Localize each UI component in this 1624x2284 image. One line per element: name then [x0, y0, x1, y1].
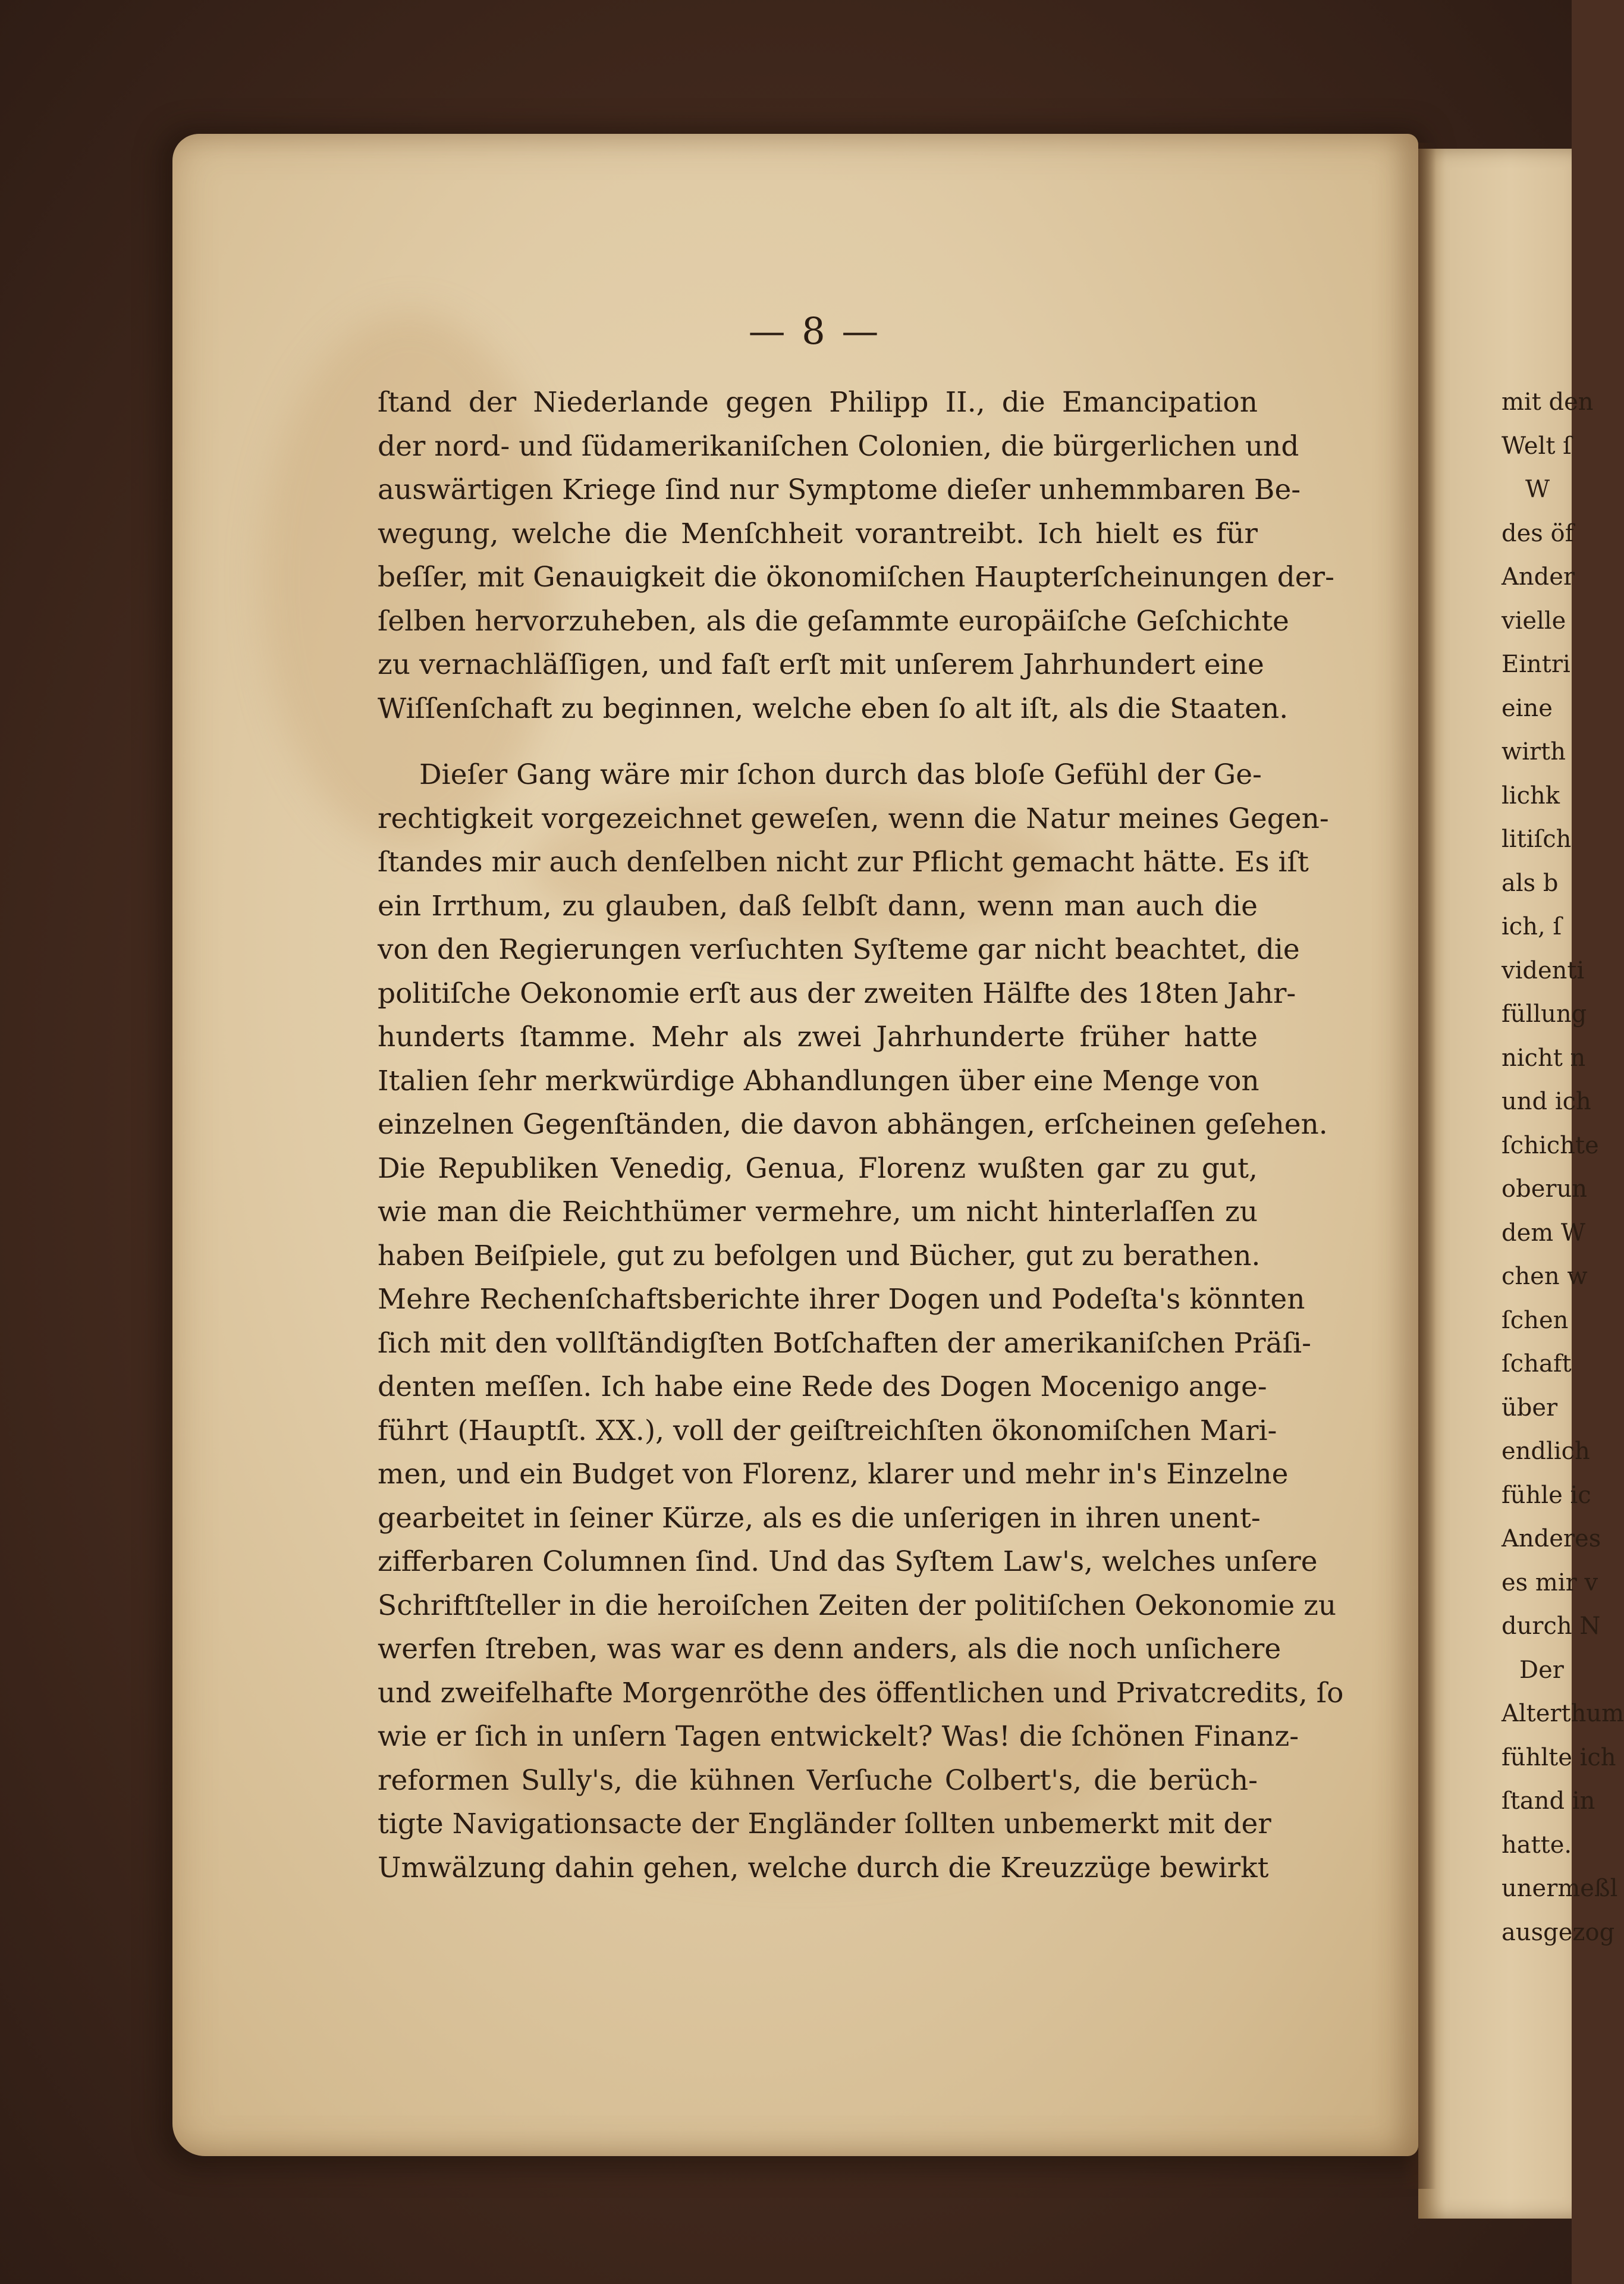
text-line: haben Beiſpiele, gut zu befolgen und Bücher, gut zu berathen.	[378, 1239, 1261, 1272]
text-line: führt (Hauptſt. XX.), voll der geiſtreichſten ökonomiſchen Mari-	[378, 1414, 1277, 1447]
text-fragment: dem W	[1502, 1219, 1586, 1247]
text-line: Die Republiken Venedig, Genua, Florenz wußten gar zu gut,	[378, 1152, 1258, 1185]
text-fragment: füllung	[1502, 1000, 1587, 1028]
adjacent-page-text	[1502, 381, 1624, 1954]
text-line: rechtigkeit vorgezeichnet geweſen, wenn die Natur meines Gegen-	[378, 802, 1329, 835]
text-line: wie er ſich in unſern Tagen entwickelt? Was! die ſchönen Finanz-	[378, 1720, 1299, 1753]
text-line: hunderts ſtamme. Mehr als zwei Jahrhunderte früher hatte	[378, 1021, 1258, 1053]
text-line: wie man die Reichthümer vermehre, um nicht hinterlaſſen zu	[378, 1196, 1258, 1228]
text-line: Mehre Rechenſchaftsberichte ihrer Dogen und Podeſta's könnten	[378, 1283, 1305, 1316]
text-line: gearbeitet in ſeiner Kürze, als es die unſerigen in ihren unent-	[378, 1501, 1261, 1535]
text-fragment: als b	[1502, 869, 1559, 897]
text-fragment: ſchaft	[1502, 1350, 1572, 1378]
text-fragment: oberun	[1502, 1175, 1588, 1203]
text-fragment: und ich	[1502, 1088, 1591, 1115]
text-line: politiſche Oekonomie erſt aus der zweiten Hälfte des 18ten Jahr-	[378, 977, 1296, 1010]
text-fragment: des öf	[1502, 519, 1574, 547]
text-line: der nord- und ſüdamerikaniſchen Colonien, die bürgerlichen und	[378, 429, 1299, 463]
text-fragment: Welt ſ	[1502, 432, 1572, 460]
text-line: Wiſſenſchaft zu beginnen, welche eben ſo alt iſt, als die Staaten.	[378, 692, 1289, 725]
paragraph	[378, 753, 1344, 1890]
text-fragment: ich, ſ	[1502, 913, 1562, 940]
text-fragment: nicht n	[1502, 1044, 1586, 1072]
text-line: wegung, welche die Menſchheit vorantreibt. Ich hielt es für	[378, 517, 1258, 550]
text-fragment: W	[1525, 476, 1550, 503]
text-line: Umwälzung dahin gehen, welche durch die Kreuzzüge bewirkt	[378, 1851, 1269, 1884]
page-number: — 8 —	[748, 309, 881, 353]
text-line: denten meſſen. Ich habe eine Rede des Dogen Mocenigo ange-	[378, 1370, 1267, 1403]
text-fragment: lichk	[1502, 782, 1560, 810]
paragraph	[378, 381, 1334, 730]
text-fragment: wirth	[1502, 738, 1566, 765]
text-fragment: Ander	[1502, 563, 1575, 591]
text-fragment: Der	[1519, 1656, 1564, 1684]
text-line: ſtand der Niederlande gegen Philipp II., die Emancipation	[378, 386, 1258, 419]
text-fragment: Alterthum	[1502, 1700, 1624, 1727]
text-fragment: durch N	[1502, 1612, 1601, 1640]
text-line: tigte Navigationsacte der Engländer ſollten unbemerkt mit der	[378, 1808, 1271, 1840]
text-fragment: endlich	[1502, 1438, 1590, 1465]
text-fragment: ſtand in	[1502, 1787, 1595, 1815]
text-line: auswärtigen Kriege ſind nur Symptome dieſer unhemmbaren Be-	[378, 473, 1301, 506]
text-fragment: litiſch	[1502, 826, 1572, 853]
paragraph-gap	[378, 730, 1258, 753]
text-line: ſelben hervorzuheben, als die geſammte europäiſche Geſchichte	[378, 604, 1289, 638]
text-line: einzelnen Gegenſtänden, die davon abhängen, erſcheinen geſehen.	[378, 1108, 1328, 1141]
text-line: beſſer, mit Genauigkeit die ökonomiſchen Haupterſcheinungen der-	[378, 561, 1334, 594]
text-line: ſtandes mir auch denſelben nicht zur Pflicht gemacht hätte. Es iſt	[378, 846, 1309, 879]
text-line: ein Irrthum, zu glauben, daß ſelbſt dann, wenn man auch die	[378, 889, 1258, 923]
text-line: werfen ſtreben, was war es denn anders, als die noch unſichere	[378, 1633, 1281, 1665]
text-line: Italien ſehr merkwürdige Abhandlungen über eine Menge von	[378, 1064, 1259, 1097]
text-line: reformen Sully's, die kühnen Verſuche Colbert's, die berüch-	[378, 1764, 1258, 1797]
text-line: und zweifelhafte Morgenröthe des öffentlichen und Privatcredits, ſo	[378, 1676, 1344, 1709]
text-fragment: über	[1502, 1394, 1558, 1422]
text-fragment: fühlte ich	[1502, 1743, 1616, 1771]
text-fragment: fühle ic	[1502, 1481, 1591, 1509]
text-fragment: Anderes	[1502, 1525, 1601, 1552]
text-fragment: vielle	[1502, 607, 1566, 635]
text-line: zu vernachläſſigen, und faſt erſt mit unſerem Jahrhundert eine	[378, 648, 1264, 681]
text-line: von den Regierungen verſuchten Syſteme gar nicht beachtet, die	[378, 933, 1300, 966]
text-fragment: chen w	[1502, 1263, 1588, 1290]
text-fragment: ausgezog	[1502, 1918, 1615, 1946]
text-fragment: es mir v	[1502, 1568, 1598, 1596]
text-fragment: videnti	[1502, 956, 1585, 984]
text-fragment: unermeßl	[1502, 1875, 1618, 1902]
text-line: Dieſer Gang wäre mir ſchon durch das bloſe Gefühl der Ge-	[419, 758, 1262, 791]
text-line: ſich mit den vollſtändigſten Botſchaften der amerikaniſchen Präſi-	[378, 1326, 1311, 1360]
text-fragment: ſchen	[1502, 1306, 1569, 1334]
text-fragment: mit den	[1502, 388, 1594, 416]
text-line: men, und ein Budget von Florenz, klarer und mehr in's Einzelne	[378, 1458, 1289, 1491]
text-line: Schriftſteller in die heroiſchen Zeiten der politiſchen Oekonomie zu	[378, 1589, 1337, 1622]
text-fragment: eine	[1502, 694, 1553, 722]
text-line: zifferbaren Columnen ſind. Und das Syſtem Law's, welches unſere	[378, 1545, 1318, 1578]
text-fragment: ſchichte	[1502, 1131, 1599, 1159]
text-fragment: Eintri	[1502, 651, 1570, 678]
main-text	[378, 381, 1344, 1890]
text-fragment: hatte.	[1502, 1831, 1572, 1859]
